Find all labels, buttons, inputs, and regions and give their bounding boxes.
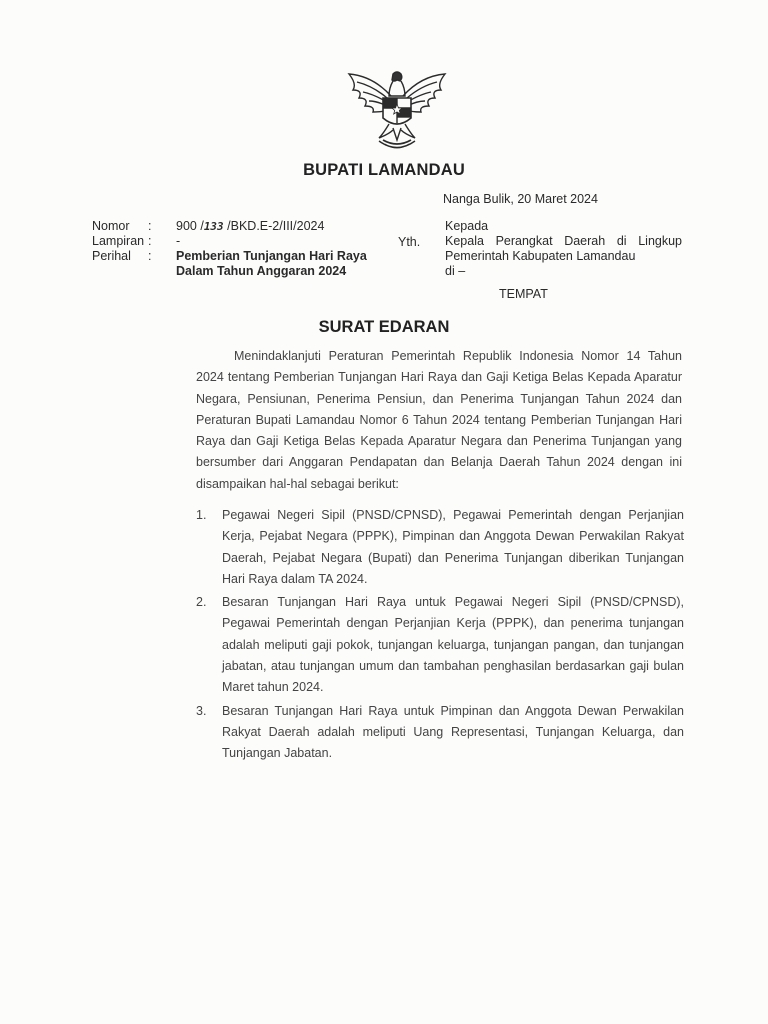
meta-row-nomor [92, 219, 376, 234]
list-number: 1. [196, 508, 207, 522]
office-title: BUPATI LAMANDAU [303, 161, 465, 179]
lampiran-value: - [176, 234, 181, 248]
nomor-value [176, 219, 376, 234]
garuda-emblem-icon [343, 68, 451, 158]
list-item [196, 505, 686, 590]
nomor-suffix: /BKD.E-2/III/2024 [223, 219, 325, 233]
nomor-prefix: 900 / [176, 219, 204, 233]
perihal-label: Perihal [92, 249, 131, 263]
recipient-line-3: di – [445, 264, 466, 278]
perihal-line-1: Pemberian Tunjangan Hari Raya [176, 249, 367, 263]
meta-row-lampiran [92, 234, 376, 249]
list-item [196, 592, 686, 698]
colon: : [148, 219, 152, 233]
letter-meta [92, 219, 376, 279]
body-paragraph: Menindaklanjuti Peraturan Pemerintah Republik Indonesia Nomor 14 Tahun 2024 tentang Pemberian Tunjangan Hari Raya dan Gaji Ketiga Belas Kepada Aparatur Negara, Pensiunan, Penerima Pensiun, dan Penerima Tunjangan Tahun 2024 dan Peraturan Bupati Lamandau Nomor 6 Tahun 2024 tentang Pemberian Tunjangan Hari Raya dan Gaji Ketiga Belas Kepada Aparatur Negara dan Penerima Tunjangan yang bersumber dari Anggaran Pendapatan dan Belanja Daerah Tahun 2024 dengan ini disampaikan hal-hal sebagai berikut: [196, 349, 682, 491]
list-number: 2. [196, 595, 207, 610]
recipient-block [445, 219, 682, 302]
kepada-label: Kepada [445, 219, 489, 233]
list-text: Pegawai Negeri Sipil (PNSD/CPNSD), Pegawai Pemerintah dengan Perjanjian Kerja, Pejabat Negara (PPPK), Pimpinan dan Anggota Dewan Perwakilan Rakyat Daerah, Pejabat Negara (Bupati) dan Penerima Tunjangan diberikan Tunjangan Hari Raya dalam TA 2024. [222, 508, 684, 586]
lampiran-label: Lampiran [92, 234, 145, 248]
colon: : [148, 234, 152, 248]
numbered-list [196, 505, 686, 765]
nomor-handwritten: 133 [203, 220, 224, 233]
list-text: Besaran Tunjangan Hari Raya untuk Pegawai Negeri Sipil (PNSD/CPNSD), Pegawai Pemerintah dengan Perjanjian Kerja (PPPK), dan penerima tunjangan adalah meliputi gaji pokok, tunjangan keluarga, tunjangan pangan, dan tunjangan jabatan, atau tunjangan umum dan tambahan penghasilan berdasarkan gaji bulan Maret tahun 2024. [222, 595, 684, 695]
perihal-line-2: Dalam Tahun Anggaran 2024 [176, 264, 347, 278]
tempat-label: TEMPAT [499, 287, 548, 301]
document-title: SURAT EDARAN [318, 318, 450, 336]
recipient-line-2: Pemerintah Kabupaten Lamandau [445, 249, 636, 263]
recipient-line-1: Kepala Perangkat Daerah di Lingkup [445, 234, 682, 248]
list-number: 3. [196, 703, 207, 718]
place-date: Nanga Bulik, 20 Maret 2024 [443, 192, 598, 206]
list-text: Besaran Tunjangan Hari Raya untuk Pimpinan dan Anggota Dewan Perwakilan Rakyat Daerah adalah meliputi Uang Representasi, Tunjangan Keluarga, dan Tunjangan Jabatan. [222, 703, 684, 761]
perihal-value [176, 249, 376, 279]
list-item [196, 701, 686, 765]
colon: : [148, 249, 152, 263]
nomor-label: Nomor [92, 219, 130, 233]
meta-row-perihal [92, 249, 376, 279]
yth-label: Yth. [398, 235, 421, 249]
